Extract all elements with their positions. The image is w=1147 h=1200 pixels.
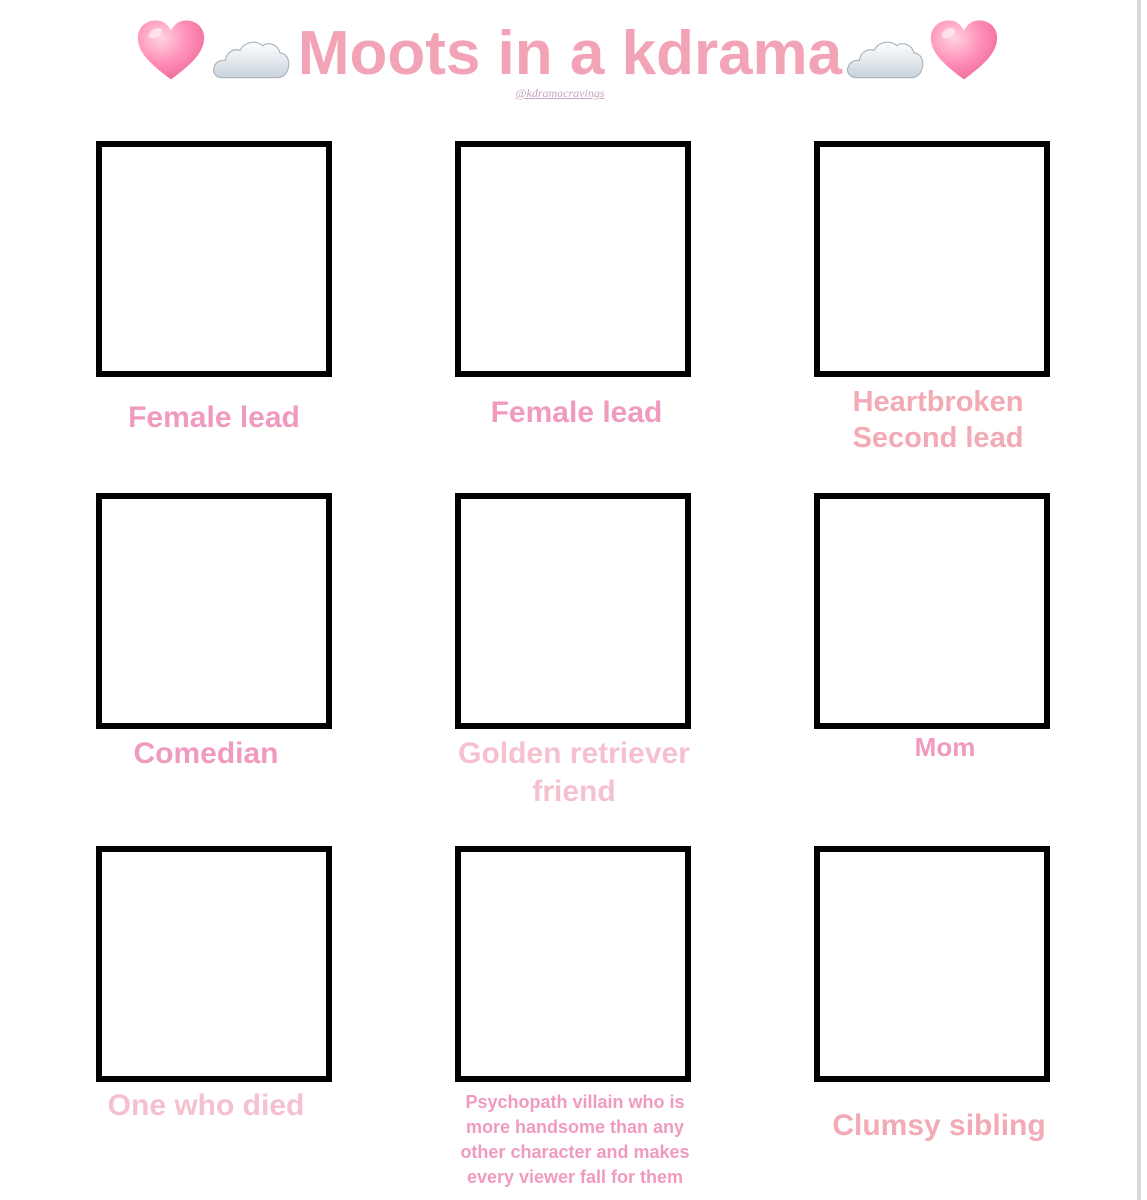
photo-box-4[interactable] bbox=[96, 493, 332, 729]
label-one-who-died: One who died bbox=[107, 1089, 305, 1122]
label-line: Golden retriever bbox=[458, 737, 690, 770]
watermark: @kdramacravings bbox=[515, 86, 605, 100]
pink-heart-icon bbox=[928, 16, 1000, 88]
label-comedian: Comedian bbox=[133, 737, 279, 770]
photo-box-7[interactable] bbox=[96, 846, 332, 1082]
photo-box-1[interactable] bbox=[96, 141, 332, 377]
label-line: every viewer fall for them bbox=[466, 1167, 684, 1187]
photo-box-5[interactable] bbox=[455, 493, 691, 729]
label-female-lead-2: Female lead bbox=[490, 396, 663, 429]
label-line: more handsome than any bbox=[465, 1117, 685, 1137]
label-line: other character and makes bbox=[460, 1142, 690, 1162]
header bbox=[0, 8, 1147, 98]
label-psychopath-villain bbox=[430, 1090, 720, 1190]
cloud-icon bbox=[846, 35, 924, 83]
label-heartbroken-second-lead bbox=[805, 384, 1071, 456]
label-line: friend bbox=[532, 775, 616, 808]
photo-box-3[interactable] bbox=[814, 141, 1050, 377]
pink-heart-icon bbox=[135, 16, 207, 88]
label-golden-retriever-friend bbox=[443, 735, 705, 811]
photo-box-8[interactable] bbox=[455, 846, 691, 1082]
photo-box-6[interactable] bbox=[814, 493, 1050, 729]
label-line: Second lead bbox=[852, 422, 1024, 454]
cloud-icon bbox=[212, 35, 290, 83]
label-line: Psychopath villain who is bbox=[465, 1092, 685, 1112]
label-female-lead-1: Female lead bbox=[128, 401, 300, 434]
photo-box-9[interactable] bbox=[814, 846, 1050, 1082]
label-mom: Mom bbox=[914, 732, 976, 762]
label-clumsy-sibling: Clumsy sibling bbox=[832, 1109, 1046, 1142]
label-line: Heartbroken bbox=[852, 386, 1024, 418]
photo-box-2[interactable] bbox=[455, 141, 691, 377]
page-title: Moots in a kdrama bbox=[297, 19, 843, 88]
